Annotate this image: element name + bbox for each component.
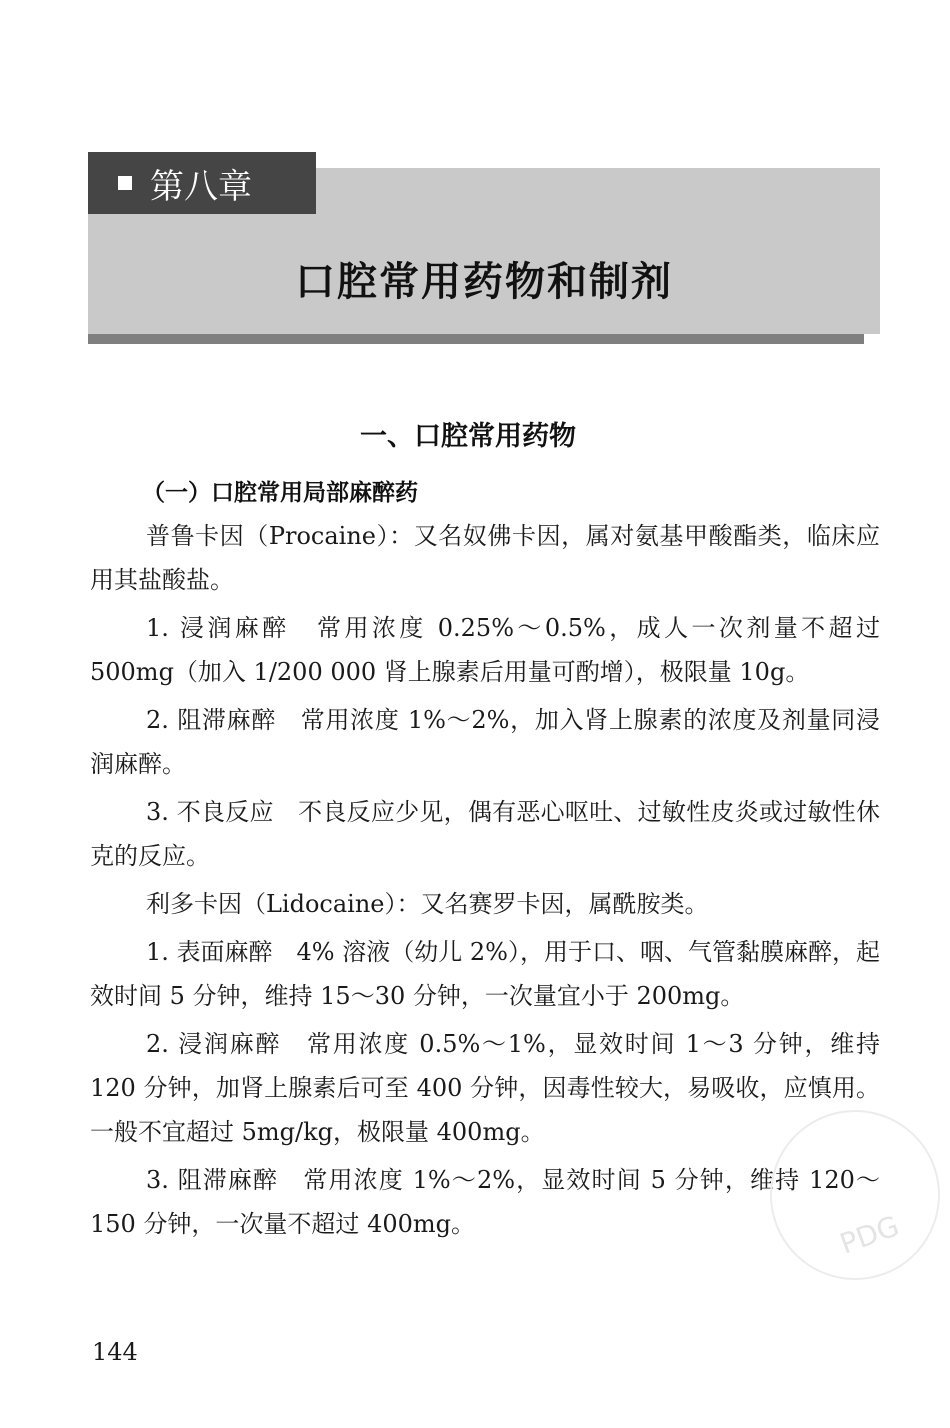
section-heading: 一、口腔常用药物 (360, 421, 576, 452)
chapter-label: 第八章 (150, 166, 252, 207)
paragraph: 1. 表面麻醉 4% 溶液（幼儿 2%），用于口、咽、气管黏膜麻醉，起效时间 5 分钟，维持 15～30 分钟，一次量宜小于 200mg。 (90, 938, 880, 1010)
chapter-label-tag (88, 152, 316, 214)
subsection-heading: （一）口腔常用局部麻醉药 (142, 480, 418, 506)
paragraph: 1. 浸润麻醉 常用浓度 0.25%～0.5%，成人一次剂量不超过 500mg（加入 1/200 000 肾上腺素后用量可酌增），极限量 10g。 (90, 614, 880, 686)
paragraph: 3. 阻滞麻醉 常用浓度 1%～2%，显效时间 5 分钟，维持 120～150 分钟，一次量不超过 400mg。 (90, 1166, 880, 1238)
watermark-seal: PDG (746, 1086, 950, 1304)
page-number: 144 (92, 1338, 138, 1366)
body-text (90, 514, 880, 1246)
paragraph: 2. 浸润麻醉 常用浓度 0.5%～1%，显效时间 1～3 分钟，维持 120 分钟，加肾上腺素后可至 400 分钟，因毒性较大，易吸收，应慎用。一般不宜超过 5mg/kg，极限量 400mg。 (90, 1030, 880, 1146)
chapter-banner-shadow (88, 334, 864, 344)
paragraph: 3. 不良反应 不良反应少见，偶有恶心呕吐、过敏性皮炎或过敏性休克的反应。 (90, 798, 880, 870)
chapter-title: 口腔常用药物和制剂 (295, 259, 673, 305)
paragraph: 普鲁卡因（Procaine）：又名奴佛卡因，属对氨基甲酸酯类，临床应用其盐酸盐。 (90, 522, 880, 594)
paragraph: 利多卡因（Lidocaine）：又名赛罗卡因，属酰胺类。 (146, 890, 709, 918)
square-bullet-icon (118, 176, 132, 190)
paragraph: 2. 阻滞麻醉 常用浓度 1%～2%，加入肾上腺素的浓度及剂量同浸润麻醉。 (90, 706, 880, 778)
